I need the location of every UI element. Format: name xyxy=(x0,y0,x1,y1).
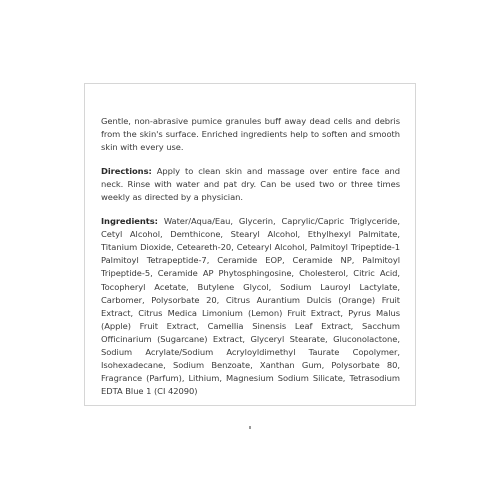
directions-label: Directions: xyxy=(101,166,152,177)
label-content xyxy=(101,115,400,409)
page-mark xyxy=(249,426,251,429)
directions-text: Apply to clean skin and massage over entire face and neck. Rinse with water and pat dry. Can be used two or three times weekly as directed by a physician. xyxy=(101,166,400,203)
ingredients-paragraph xyxy=(101,215,400,398)
directions-paragraph xyxy=(101,165,400,204)
intro-paragraph: Gentle, non-abrasive pumice granules buff away dead cells and debris from the skin's surface. Enriched ingredients help to soften and smooth skin with every use. xyxy=(101,116,400,153)
ingredients-text: Water/Aqua/Eau, Glycerin, Caprylic/Capric Triglyceride, Cetyl Alcohol, Demthicone, Stearyl Alcohol, Ethylhexyl Palmitate, Titanium Dioxide, Ceteareth-20, Cetearyl Alcohol, Palmitoyl Tripeptide-1 Palmitoyl Tetrapeptide-7, Ceramide EOP, Ceramide NP, Palmitoyl Tripeptide-5, Ceramide AP Phytosphingosine, Cholesterol, Citric Acid, Tocopheryl Acetate, Butylene Glycol, Sodium Lauroyl Lactylate, Carbomer, Polysorbate 20, Citrus Aurantium Dulcis (Orange) Fruit Extract, Citrus Medica Limonium (Lemon) Fruit Extract, Pyrus Malus (Apple) Fruit Extract, Camellia Sinensis Leaf Extract, Sacchum Officinarium (Sugarcane) Extract, Glyceryl Stearate, Gluconolactone, Sodium Acrylate/Sodium Acryloyldimethyl Taurate Copolymer, Isohexadecane, Sodium Benzoate, Xanthan Gum, Polysorbate 80, Fragrance (Parfum), Lithium, Magnesium Sodium Silicate, Tetrasodium EDTA Blue 1 (CI 42090) xyxy=(101,216,400,396)
ingredients-label: Ingredients: xyxy=(101,216,158,227)
